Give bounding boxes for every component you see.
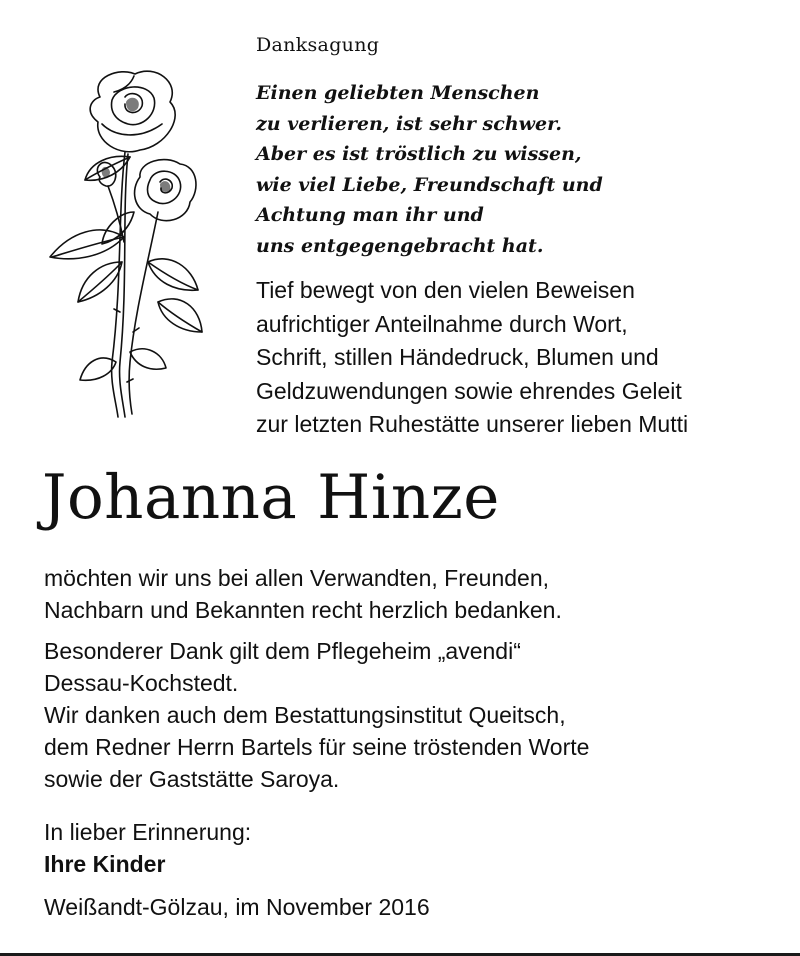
body-line: möchten wir uns bei allen Verwandten, Freunden, — [44, 565, 550, 591]
body-line: Besonderer Dank gilt dem Pflegeheim „avendi“ — [44, 638, 521, 664]
closing-phrase: In lieber Erinnerung: — [44, 819, 252, 845]
body-line: Nachbarn und Bekannten recht herzlich bedanken. — [44, 597, 562, 623]
place-and-date: Weißandt-Gölzau, im November 2016 — [44, 894, 430, 920]
quote-line: wie viel Liebe, Freundschaft und — [256, 173, 603, 196]
rose-illustration-icon — [30, 62, 220, 422]
quote-line: zu verlieren, ist sehr schwer. — [256, 112, 562, 135]
quote-line: Einen geliebten Menschen — [256, 82, 540, 104]
special-thanks-paragraph — [44, 635, 589, 795]
intro-line: zur letzten Ruhestätte unserer lieben Mutti — [256, 411, 689, 437]
signature-block — [44, 816, 251, 880]
intro-line: aufrichtiger Anteilnahme durch Wort, — [256, 310, 628, 337]
intro-line: Tief bewegt von den vielen Beweisen — [256, 277, 635, 303]
body-line: Wir danken auch dem Bestattungsinstitut Queitsch, — [44, 702, 566, 728]
heading-danksagung: Danksagung — [256, 34, 380, 56]
body-line: dem Redner Herrn Bartels für seine tröstenden Worte — [44, 734, 590, 760]
intro-text — [256, 274, 688, 442]
body-line: sowie der Gaststätte Saroya. — [44, 766, 340, 792]
quote-line: Aber es ist tröstlich zu wissen, — [256, 143, 582, 165]
deceased-name: Johanna Hinze — [42, 462, 500, 533]
memorial-quote — [256, 78, 603, 261]
intro-line: Geldzuwendungen sowie ehrendes Geleit — [256, 377, 682, 404]
intro-line: Schrift, stillen Händedruck, Blumen und — [256, 344, 659, 370]
quote-line: Achtung man ihr und — [256, 204, 484, 226]
body-line: Dessau-Kochstedt. — [44, 670, 239, 696]
signature: Ihre Kinder — [44, 851, 166, 877]
thanks-body — [44, 562, 589, 804]
thanks-paragraph — [44, 562, 589, 626]
quote-line: uns entgegengebracht hat. — [256, 234, 544, 257]
